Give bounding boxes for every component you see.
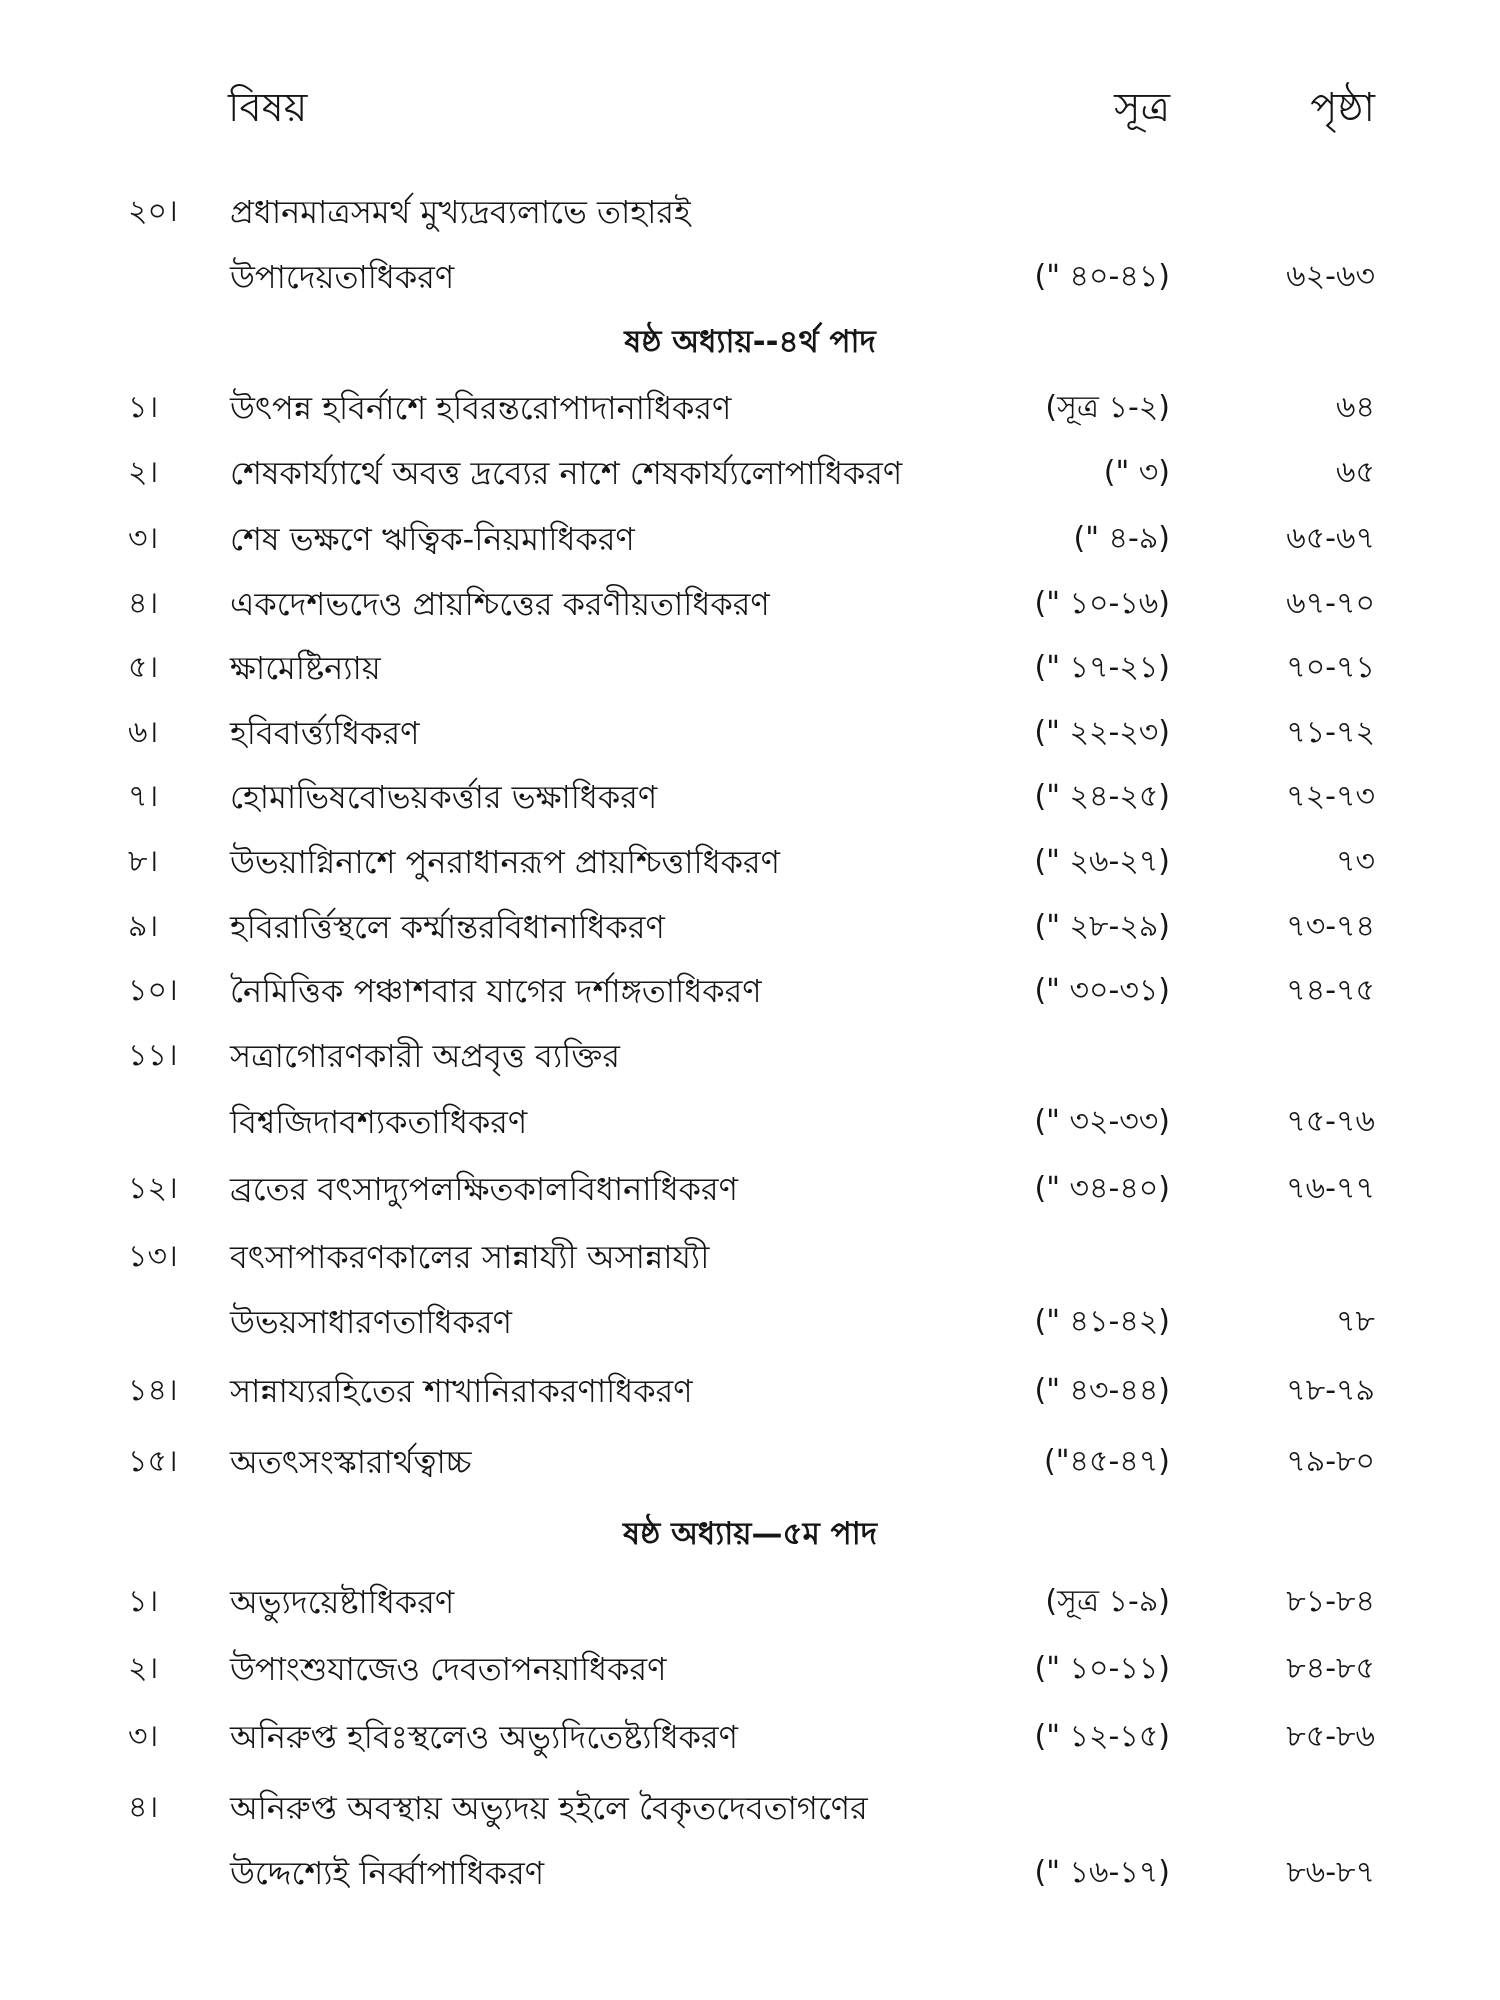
entry-number: ১৩। (128, 1239, 178, 1274)
entry-page: ৬৫ (1336, 455, 1375, 490)
entry-sutra: (সূত্র ১-৯) (1045, 1584, 1170, 1619)
entry-title: উপাদেয়তাধিকরণ (230, 258, 455, 296)
entry-number: ১। (128, 1584, 159, 1619)
toc-entry (0, 1432, 1500, 1492)
entry-sutra (980, 182, 1170, 242)
entry-number: ২। (128, 1651, 159, 1686)
entry-number: ২০। (128, 194, 178, 229)
entry-sutra: (" ৩) (1103, 455, 1170, 490)
entry-sutra: (" ২৮-২৯) (1034, 909, 1170, 944)
entry-sutra: (" ২৪-২৫) (1034, 779, 1170, 814)
entry-sutra (980, 1778, 1170, 1838)
entry-page: ৬২-৬৩ (1286, 259, 1375, 294)
entry-title: বিশ্বজিদাবশ্যকতাধিকরণ (230, 1103, 528, 1141)
entry-title: ক্ষামেষ্টিন্যায় (230, 649, 381, 687)
entry-page: ৭৮ (1336, 1304, 1375, 1339)
entry-title: বৎসাপাকরণকালের সান্নায্যী অসান্নায্যী (230, 1238, 710, 1276)
entry-title: হবিবার্ত্ত্যধিকরণ (230, 714, 420, 752)
entry-sutra: (" ৪৩-৪৪) (1034, 1373, 1170, 1408)
toc-entry (0, 767, 1500, 827)
entry-page: ৭৬-৭৭ (1286, 1171, 1375, 1206)
toc-entry (0, 378, 1500, 438)
entry-title: অনিরুপ্ত হবিঃস্থলেও অভ্যুদিতেষ্ট্যধিকরণ (230, 1718, 738, 1756)
section-heading (0, 312, 1500, 372)
entry-title: শেষ ভক্ষণে ঋত্বিক-নিয়মাধিকরণ (230, 520, 635, 558)
toc-entry (0, 1707, 1500, 1767)
entry-number: ৬। (128, 715, 159, 750)
section-heading (0, 1504, 1500, 1564)
toc-entry (0, 1159, 1500, 1219)
entry-sutra: (সূত্র ১-২) (1045, 390, 1170, 425)
entry-sutra: (" ৩০-৩১) (1034, 973, 1170, 1008)
toc-entry-continuation (0, 1292, 1500, 1352)
entry-sutra (980, 1227, 1170, 1287)
section-title: ষষ্ঠ অধ্যায়--৪র্থ পাদ (624, 324, 876, 360)
entry-page: ৭০-৭১ (1286, 650, 1375, 685)
toc-entry (0, 1361, 1500, 1421)
entry-page: ৭৪-৭৫ (1286, 973, 1375, 1008)
header-page: পৃষ্ঠা (1310, 85, 1375, 131)
entry-title: উভয়সাধারণতাধিকরণ (230, 1303, 512, 1341)
entry-page (1220, 182, 1375, 242)
entry-page: ৭২-৭৩ (1286, 779, 1375, 814)
entry-title: একদেশভদেও প্রায়শ্চিত্তের করণীয়তাধিকরণ (230, 585, 770, 623)
entry-number: ৯। (128, 909, 159, 944)
column-header (0, 78, 1500, 138)
entry-number: ১৪। (128, 1373, 178, 1408)
entry-sutra: (" ৩২-৩৩) (1034, 1104, 1170, 1139)
entry-title: শেষকার্য্যার্থে অবত্ত দ্রব্যের নাশে শেষকার্য্যলোপাধিকরণ (230, 454, 903, 492)
entry-number: ৭। (128, 779, 159, 814)
entry-page: ৭৮-৭৯ (1286, 1373, 1375, 1408)
toc-entry (0, 638, 1500, 698)
entry-page (1220, 1778, 1375, 1838)
toc-entry-continuation (0, 1843, 1500, 1903)
entry-number: ৪। (128, 586, 159, 621)
entry-page: ৮৪-৮৫ (1286, 1651, 1375, 1686)
entry-number: ২। (128, 455, 159, 490)
entry-sutra: (" ১০-১১) (1034, 1651, 1170, 1686)
entry-sutra: (" ১৭-২১) (1034, 650, 1170, 685)
entry-number: ১। (128, 390, 159, 425)
toc-entry (0, 1227, 1500, 1287)
entry-sutra: (" ২২-২৩) (1034, 715, 1170, 750)
toc-entry (0, 182, 1500, 242)
toc-entry (0, 961, 1500, 1021)
entry-title: নৈমিত্তিক পঞ্চাশবার যাগের দর্শাঙ্গতাধিকরণ (230, 972, 762, 1010)
entry-title: উভয়াগ্নিনাশে পুনরাধানরূপ প্রায়শ্চিত্তাধিকরণ (230, 843, 780, 881)
entry-number: ৩। (128, 521, 159, 556)
entry-sutra: (" ১৬-১৭) (1034, 1855, 1170, 1890)
entry-sutra: (" ১২-১৫) (1034, 1719, 1170, 1754)
entry-page (1220, 1227, 1375, 1287)
entry-number: ১৫। (128, 1444, 178, 1479)
toc-entry-continuation (0, 1092, 1500, 1152)
entry-page (1220, 1026, 1375, 1086)
entry-title: উৎপন্ন হবির্নাশে হবিরন্তরোপাদানাধিকরণ (230, 389, 732, 427)
toc-entry (0, 1572, 1500, 1632)
entry-title: ব্রতের বৎসাদ্যুপলক্ষিতকালবিধানাধিকরণ (230, 1170, 738, 1208)
toc-entry (0, 832, 1500, 892)
entry-page: ৭৯-৮০ (1286, 1444, 1375, 1479)
entry-sutra: (" ১০-১৬) (1034, 586, 1170, 621)
entry-page: ৭৫-৭৬ (1286, 1104, 1375, 1139)
entry-page: ৮৬-৮৭ (1286, 1855, 1375, 1890)
entry-number: ১০। (128, 973, 178, 1008)
entry-title: উদ্দেশ্যেই নির্ব্বাপাধিকরণ (230, 1854, 545, 1892)
entry-page: ৭১-৭২ (1286, 715, 1375, 750)
entry-title: সত্রাগোরণকারী অপ্রবৃত্ত ব্যক্তির (230, 1037, 620, 1075)
entry-sutra: (" ৩৪-৪০) (1034, 1171, 1170, 1206)
entry-number: ৫। (128, 650, 159, 685)
entry-title: উপাংশুযাজেও দেবতাপনয়াধিকরণ (230, 1650, 667, 1688)
toc-entry (0, 574, 1500, 634)
entry-number: ৮। (128, 844, 159, 879)
header-subject: বিষয় (228, 85, 308, 131)
entry-page: ৬৭-৭০ (1286, 586, 1375, 621)
section-title: ষষ্ঠ অধ্যায়—৫ম পাদ (623, 1516, 877, 1552)
entry-sutra: (" ৪-৯) (1073, 521, 1170, 556)
entry-page: ৮৫-৮৬ (1286, 1719, 1375, 1754)
entry-sutra: (" ৪১-৪২) (1034, 1304, 1170, 1339)
entry-page: ৬৪ (1336, 390, 1375, 425)
toc-entry (0, 443, 1500, 503)
entry-number: ১১। (128, 1038, 178, 1073)
entry-title: সান্নায্যরহিতের শাখানিরাকরণাধিকরণ (230, 1372, 693, 1410)
toc-entry (0, 897, 1500, 957)
entry-page: ৭৩-৭৪ (1286, 909, 1375, 944)
entry-title: হবিরার্ত্তিস্থলে কর্ম্মান্তরবিধানাধিকরণ (230, 908, 665, 946)
toc-entry (0, 1639, 1500, 1699)
toc-entry-continuation (0, 247, 1500, 307)
entry-sutra: (" ৪০-৪১) (1034, 259, 1170, 294)
entry-number: ৪। (128, 1790, 159, 1825)
entry-title: অনিরুপ্ত অবস্থায় অভ্যুদয় হইলে বৈকৃতদেবতাগণের (230, 1789, 868, 1827)
entry-title: প্রধানমাত্রসমর্থ মুখ্যদ্রব্যলাভে তাহারই (230, 193, 691, 231)
entry-sutra: (" ২৬-২৭) (1034, 844, 1170, 879)
entry-page: ৬৫-৬৭ (1286, 521, 1375, 556)
toc-entry (0, 703, 1500, 763)
toc-entry (0, 509, 1500, 569)
entry-page: ৮১-৮৪ (1286, 1584, 1375, 1619)
entry-number: ৩। (128, 1719, 159, 1754)
entry-title: অতৎসংস্কারার্থত্বাচ্চ (230, 1443, 472, 1481)
entry-title: অভ্যুদয়েষ্টাধিকরণ (230, 1583, 455, 1621)
toc-entry (0, 1026, 1500, 1086)
entry-title: হোমাভিষবোভয়কর্ত্তার ভক্ষাধিকরণ (230, 778, 658, 816)
entry-number: ১২। (128, 1171, 178, 1206)
header-sutra: সূত্র (1114, 85, 1170, 131)
entry-sutra: ("৪৫-৪৭) (1044, 1444, 1170, 1479)
entry-page: ৭৩ (1335, 844, 1375, 879)
toc-entry (0, 1778, 1500, 1838)
entry-sutra (980, 1026, 1170, 1086)
